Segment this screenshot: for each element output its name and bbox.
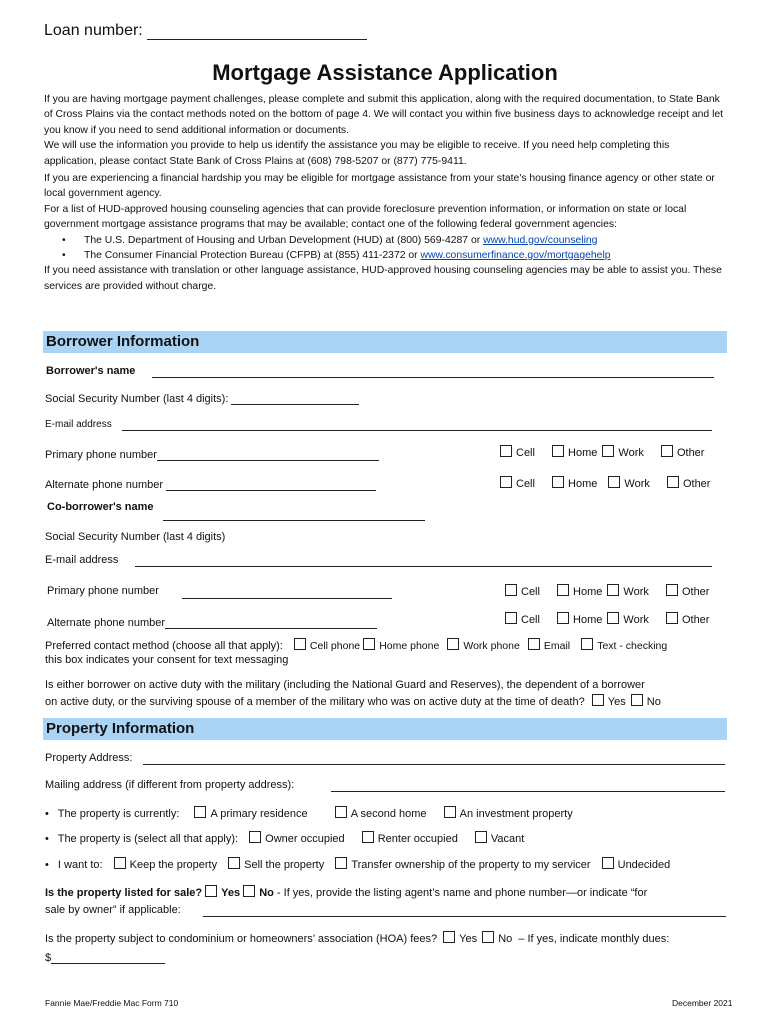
- borrower-primary-phone: Primary phone number: [45, 448, 379, 461]
- vacant-checkbox[interactable]: [475, 831, 487, 843]
- intro-paragraph-5: If you need assistance with translation or other language assistance, HUD-approved housing counseling agencies may be able to assist you. These services are provided without charge.: [44, 265, 722, 292]
- undecided-checkbox[interactable]: [602, 857, 614, 869]
- work-checkbox[interactable]: [608, 476, 620, 488]
- listed-no-checkbox[interactable]: [243, 885, 255, 897]
- cell-checkbox[interactable]: [500, 445, 512, 457]
- borrower-alternate-phone: Alternate phone number: [45, 478, 376, 491]
- borrower-ssn: [45, 392, 359, 405]
- borrower-section-header: Borrower Information: [43, 331, 727, 353]
- borrower-ssn-field[interactable]: [231, 392, 359, 405]
- coborrower-alternate-phone-types: Cell Home Work Other: [505, 612, 709, 626]
- contact-work-checkbox[interactable]: [447, 638, 459, 650]
- hoa-dues: $: [45, 950, 165, 964]
- home-checkbox[interactable]: [557, 584, 569, 596]
- other-checkbox[interactable]: [666, 584, 678, 596]
- coborrower-primary-phone-label: Primary phone number: [47, 585, 159, 597]
- agency-hud: • The U.S. Department of Housing and Urban Development (HUD) at (800) 569-4287 or www.hud.gov/counseling: [84, 233, 724, 248]
- military-no-checkbox[interactable]: [631, 694, 643, 706]
- contact-home-checkbox[interactable]: [363, 638, 375, 650]
- intro-paragraph-4: For a list of HUD-approved housing counseling agencies that can provide foreclosure prevention information, or information on state or local government mortgage assistance programs that may be available; contact one of the following federal government agencies:: [44, 203, 687, 231]
- hoa-no-checkbox[interactable]: [482, 931, 494, 943]
- sell-property-checkbox[interactable]: [228, 857, 240, 869]
- hoa-dues-field[interactable]: [51, 950, 165, 964]
- work-checkbox[interactable]: [607, 612, 619, 624]
- coborrower-primary-phone-field[interactable]: [182, 598, 392, 599]
- borrower-name-label: Borrower's name: [46, 365, 136, 377]
- property-address-field[interactable]: [143, 764, 725, 765]
- contact-consent-text: this box indicates your consent for text messaging: [45, 654, 289, 666]
- listing-agent-label: sale by owner” if applicable:: [45, 904, 181, 916]
- listed-yes-checkbox[interactable]: [205, 885, 217, 897]
- hoa-yes-checkbox[interactable]: [443, 931, 455, 943]
- property-occupancy: • The property is (select all that apply): Owner occupied Renter occupied Vacant: [45, 831, 524, 845]
- other-checkbox[interactable]: [666, 612, 678, 624]
- hud-link[interactable]: www.hud.gov/counseling: [483, 234, 598, 246]
- other-checkbox[interactable]: [667, 476, 679, 488]
- transfer-ownership-checkbox[interactable]: [335, 857, 347, 869]
- borrower-alternate-phone-field[interactable]: [166, 478, 376, 491]
- loan-number-label: Loan number:: [44, 22, 143, 39]
- form-number: Fannie Mae/Freddie Mac Form 710: [45, 998, 179, 1008]
- property-address-label: Property Address:: [45, 752, 133, 764]
- contact-cell-checkbox[interactable]: [294, 638, 306, 650]
- contact-text-checkbox[interactable]: [581, 638, 593, 650]
- coborrower-alternate-phone: Alternate phone number: [47, 616, 377, 629]
- owner-occupied-checkbox[interactable]: [249, 831, 261, 843]
- agency-cfpb: • The Consumer Financial Protection Bureau (CFPB) at (855) 411-2372 or www.consumerfinance.gov/mortgagehelp: [84, 248, 724, 263]
- keep-property-checkbox[interactable]: [114, 857, 126, 869]
- coborrower-name-field[interactable]: [163, 520, 425, 521]
- work-checkbox[interactable]: [607, 584, 619, 596]
- property-intent: • I want to: Keep the property Sell the property Transfer ownership of the property to my servicer Undecided: [45, 857, 670, 871]
- other-checkbox[interactable]: [661, 445, 673, 457]
- property-currently: • The property is currently: A primary residence A second home An investment property: [45, 806, 573, 820]
- intro-paragraph-1: If you are having mortgage payment challenges, please complete and submit this application, along with the required documentation, to State Bank of Cross Plains via the contact methods noted on the bottom of page 4. We will contact you within five business days to acknowledge receipt and let you know if you need to send additional information or documents.: [44, 94, 724, 136]
- contact-email-checkbox[interactable]: [528, 638, 540, 650]
- borrower-email-label: E-mail address: [45, 419, 112, 430]
- cell-checkbox[interactable]: [505, 584, 517, 596]
- mailing-address-label: Mailing address (if different from property address):: [45, 779, 295, 791]
- military-yes-checkbox[interactable]: [592, 694, 604, 706]
- borrower-name-field[interactable]: [152, 377, 714, 378]
- home-checkbox[interactable]: [552, 476, 564, 488]
- cell-checkbox[interactable]: [500, 476, 512, 488]
- preferred-contact: Preferred contact method (choose all that apply): Cell phone Home phone Work phone Email Text - checking: [45, 640, 668, 652]
- coborrower-alternate-phone-field[interactable]: [165, 616, 377, 629]
- hoa-question: Is the property subject to condominium or homeowners’ association (HOA) fees? Yes No – If yes, indicate monthly dues:: [45, 933, 670, 945]
- borrower-email-field[interactable]: [122, 430, 712, 431]
- agency-list: [44, 233, 724, 264]
- borrower-ssn-label: Social Security Number (last 4 digits):: [45, 393, 229, 405]
- work-checkbox[interactable]: [602, 445, 614, 457]
- loan-number-field: [44, 22, 367, 40]
- cfpb-link[interactable]: www.consumerfinance.gov/mortgagehelp: [420, 250, 611, 262]
- coborrower-email-label: E-mail address: [45, 554, 119, 566]
- property-section-header: Property Information: [43, 718, 727, 740]
- military-question-line1: Is either borrower on active duty with the military (including the National Guard and Reserves), the dependent of a borrower: [45, 679, 645, 691]
- listed-for-sale: Is the property listed for sale? Yes No - If yes, provide the listing agent’s name and phone number—or indicate “for: [45, 887, 648, 899]
- intro-paragraph-2: We will use the information you provide to help us identify the assistance you may be eligible to receive. If you need help completing this application, please contact State Bank of Cross Plains at (608) 798-5207 or (877) 775-9411.: [44, 140, 670, 167]
- borrower-primary-phone-types: Cell Home Work Other: [500, 445, 704, 459]
- primary-residence-checkbox[interactable]: [194, 806, 206, 818]
- coborrower-email-field[interactable]: [135, 566, 712, 567]
- investment-property-checkbox[interactable]: [444, 806, 456, 818]
- listing-agent-field[interactable]: [203, 916, 726, 917]
- coborrower-name-label: Co-borrower's name: [47, 501, 154, 513]
- home-checkbox[interactable]: [552, 445, 564, 457]
- loan-number-line[interactable]: [147, 39, 367, 40]
- coborrower-primary-phone-types: Cell Home Work Other: [505, 584, 709, 598]
- second-home-checkbox[interactable]: [335, 806, 347, 818]
- cell-checkbox[interactable]: [505, 612, 517, 624]
- home-checkbox[interactable]: [557, 612, 569, 624]
- coborrower-ssn-label: Social Security Number (last 4 digits): [45, 531, 226, 543]
- page-title: Mortgage Assistance Application: [212, 60, 558, 85]
- borrower-primary-phone-field[interactable]: [157, 448, 379, 461]
- renter-occupied-checkbox[interactable]: [362, 831, 374, 843]
- mailing-address-field[interactable]: [331, 791, 725, 792]
- intro-text: [44, 92, 724, 294]
- form-date: December 2021: [672, 998, 733, 1008]
- military-question: on active duty, or the surviving spouse of a member of the military who was on active duty at the time of death? Yes No: [45, 696, 661, 708]
- intro-paragraph-3: If you are experiencing a financial hardship you may be eligible for mortgage assistance from your state's housing finance agency or other state or local government agency.: [44, 173, 715, 200]
- borrower-alternate-phone-types: Cell Home Work Other: [500, 476, 710, 490]
